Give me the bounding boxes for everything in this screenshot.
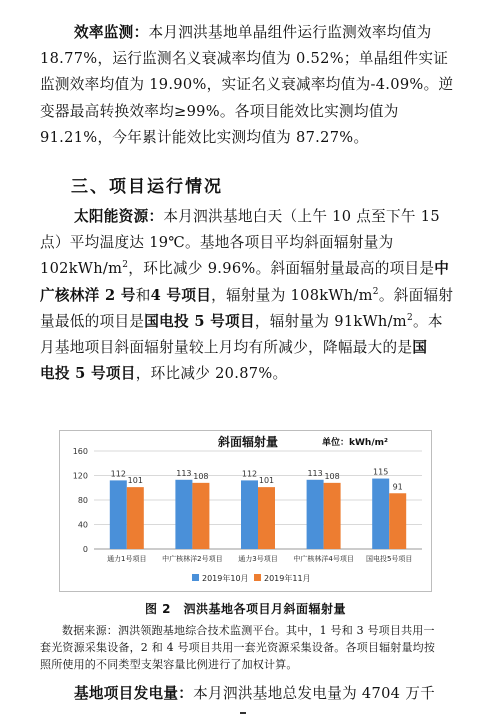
legend-label: 2019年11月 [264,574,311,583]
category-label: 中广核林洋2号项目 [162,555,223,563]
chart-svg [60,431,431,591]
solar-line-3: $102kWh/m^2$，环比减少 9.96%。斜面辐射量最高的项目是中 [40,260,450,278]
category-label: 国电投5号项目 [365,555,413,563]
data-label: 108 [193,471,209,481]
efficiency-label: 效率监测： [74,24,149,41]
legend-label: 2019年10月 [202,574,249,583]
bar [175,480,192,549]
generation-text: 本月泗洪基地总发电量为 4704 万千 [193,685,435,702]
solar-resource-label: 太阳能资源： [74,208,164,225]
data-label: 101 [127,476,143,486]
data-label: 113 [176,468,192,478]
source-line-2: 套光资源采集设备，2 和 4 号项目共用一套光资源采集设备。各项目辐射量均按 [40,641,436,654]
section-heading: 三、项目运行情况 [71,177,223,197]
figure-caption: 图 2 泗洪基地各项目月斜面辐射量 [144,602,347,616]
generation-label: 基地项目发电量： [74,685,194,702]
y-tick-label: 80 [77,496,88,505]
data-label: 108 [324,471,340,481]
y-tick-label: 120 [72,471,88,481]
category-label: 通力3号项目 [238,555,278,563]
data-label: 112 [241,469,258,479]
data-label: 112 [110,469,126,479]
efficiency-line-2: 18.77%，运行监测名义衰减率均值为 0.52%；单晶组件实证 [40,50,449,68]
solar-line-7: 电投 5 号项目，环比减少 20.87%。 [40,365,288,383]
bar [110,480,127,549]
efficiency-line-5: 91.21%，今年累计能效比实测均值为 87.27%。 [40,128,369,146]
efficiency-line-1: 本月泗洪基地单晶组件运行监测效率均值为 [148,24,432,41]
solar-line-2: 点）平均温度达 19℃。基地各项目平均斜面辐射量为 [40,234,394,252]
bar [372,479,389,549]
bar [127,487,144,549]
chart-title: 斜面辐射量 [218,435,279,449]
efficiency-line-4: 变器最高转换效率均≥99%。各项目能效比实测均值为 [40,102,399,120]
solar-line-5: 量最低的项目是国电投 5 号项目，辐射量为 $91kWh/m^2$。本 [40,312,443,330]
bar [241,480,258,549]
bar [324,483,341,549]
category-label: 通力1号项目 [107,555,147,563]
category-label: 中广核林洋4号项目 [293,555,354,563]
legend-swatch [254,574,261,581]
solar-line-4: 广核林洋 2 号和4 号项目，辐射量为 $108kWh/m^2$。斜面辐射 [40,286,454,304]
bar [389,493,406,549]
data-label: 91 [392,482,403,492]
bar [192,483,209,549]
page-mark [240,712,246,714]
data-source-note [40,622,460,673]
y-tick-label: 0 [82,545,88,554]
y-tick-label: 40 [77,520,88,530]
data-label: 101 [258,476,275,486]
bar [307,480,324,549]
generation-paragraph [40,681,460,707]
y-tick-label: 160 [72,447,88,456]
data-label: 115 [373,467,389,477]
legend-swatch [192,574,199,581]
source-line-1: 数据来源：泗洪领跑基地综合技术监测平台。其中，1 号和 3 号项目共用一 [62,624,435,637]
data-label: 113 [307,468,323,478]
bar [258,487,275,549]
source-line-3: 照所使用的不同类型支架容量比例进行了加权计算。 [40,658,298,671]
solar-line-6: 月基地项目斜面辐射量较上月均有所减少，降幅最大的是国 [40,339,428,357]
chart-unit: 单位：kWh/m² [322,438,388,448]
solar-line-1: 本月泗洪基地白天（上午 10 点至下午 15 [163,208,440,225]
irradiance-chart [59,430,432,592]
efficiency-paragraph [40,20,460,151]
solar-resource-paragraph [40,204,460,387]
efficiency-line-3: 监测效率均值为 19.90%，实证名义衰减率均值为-4.09%。逆 [40,76,454,94]
